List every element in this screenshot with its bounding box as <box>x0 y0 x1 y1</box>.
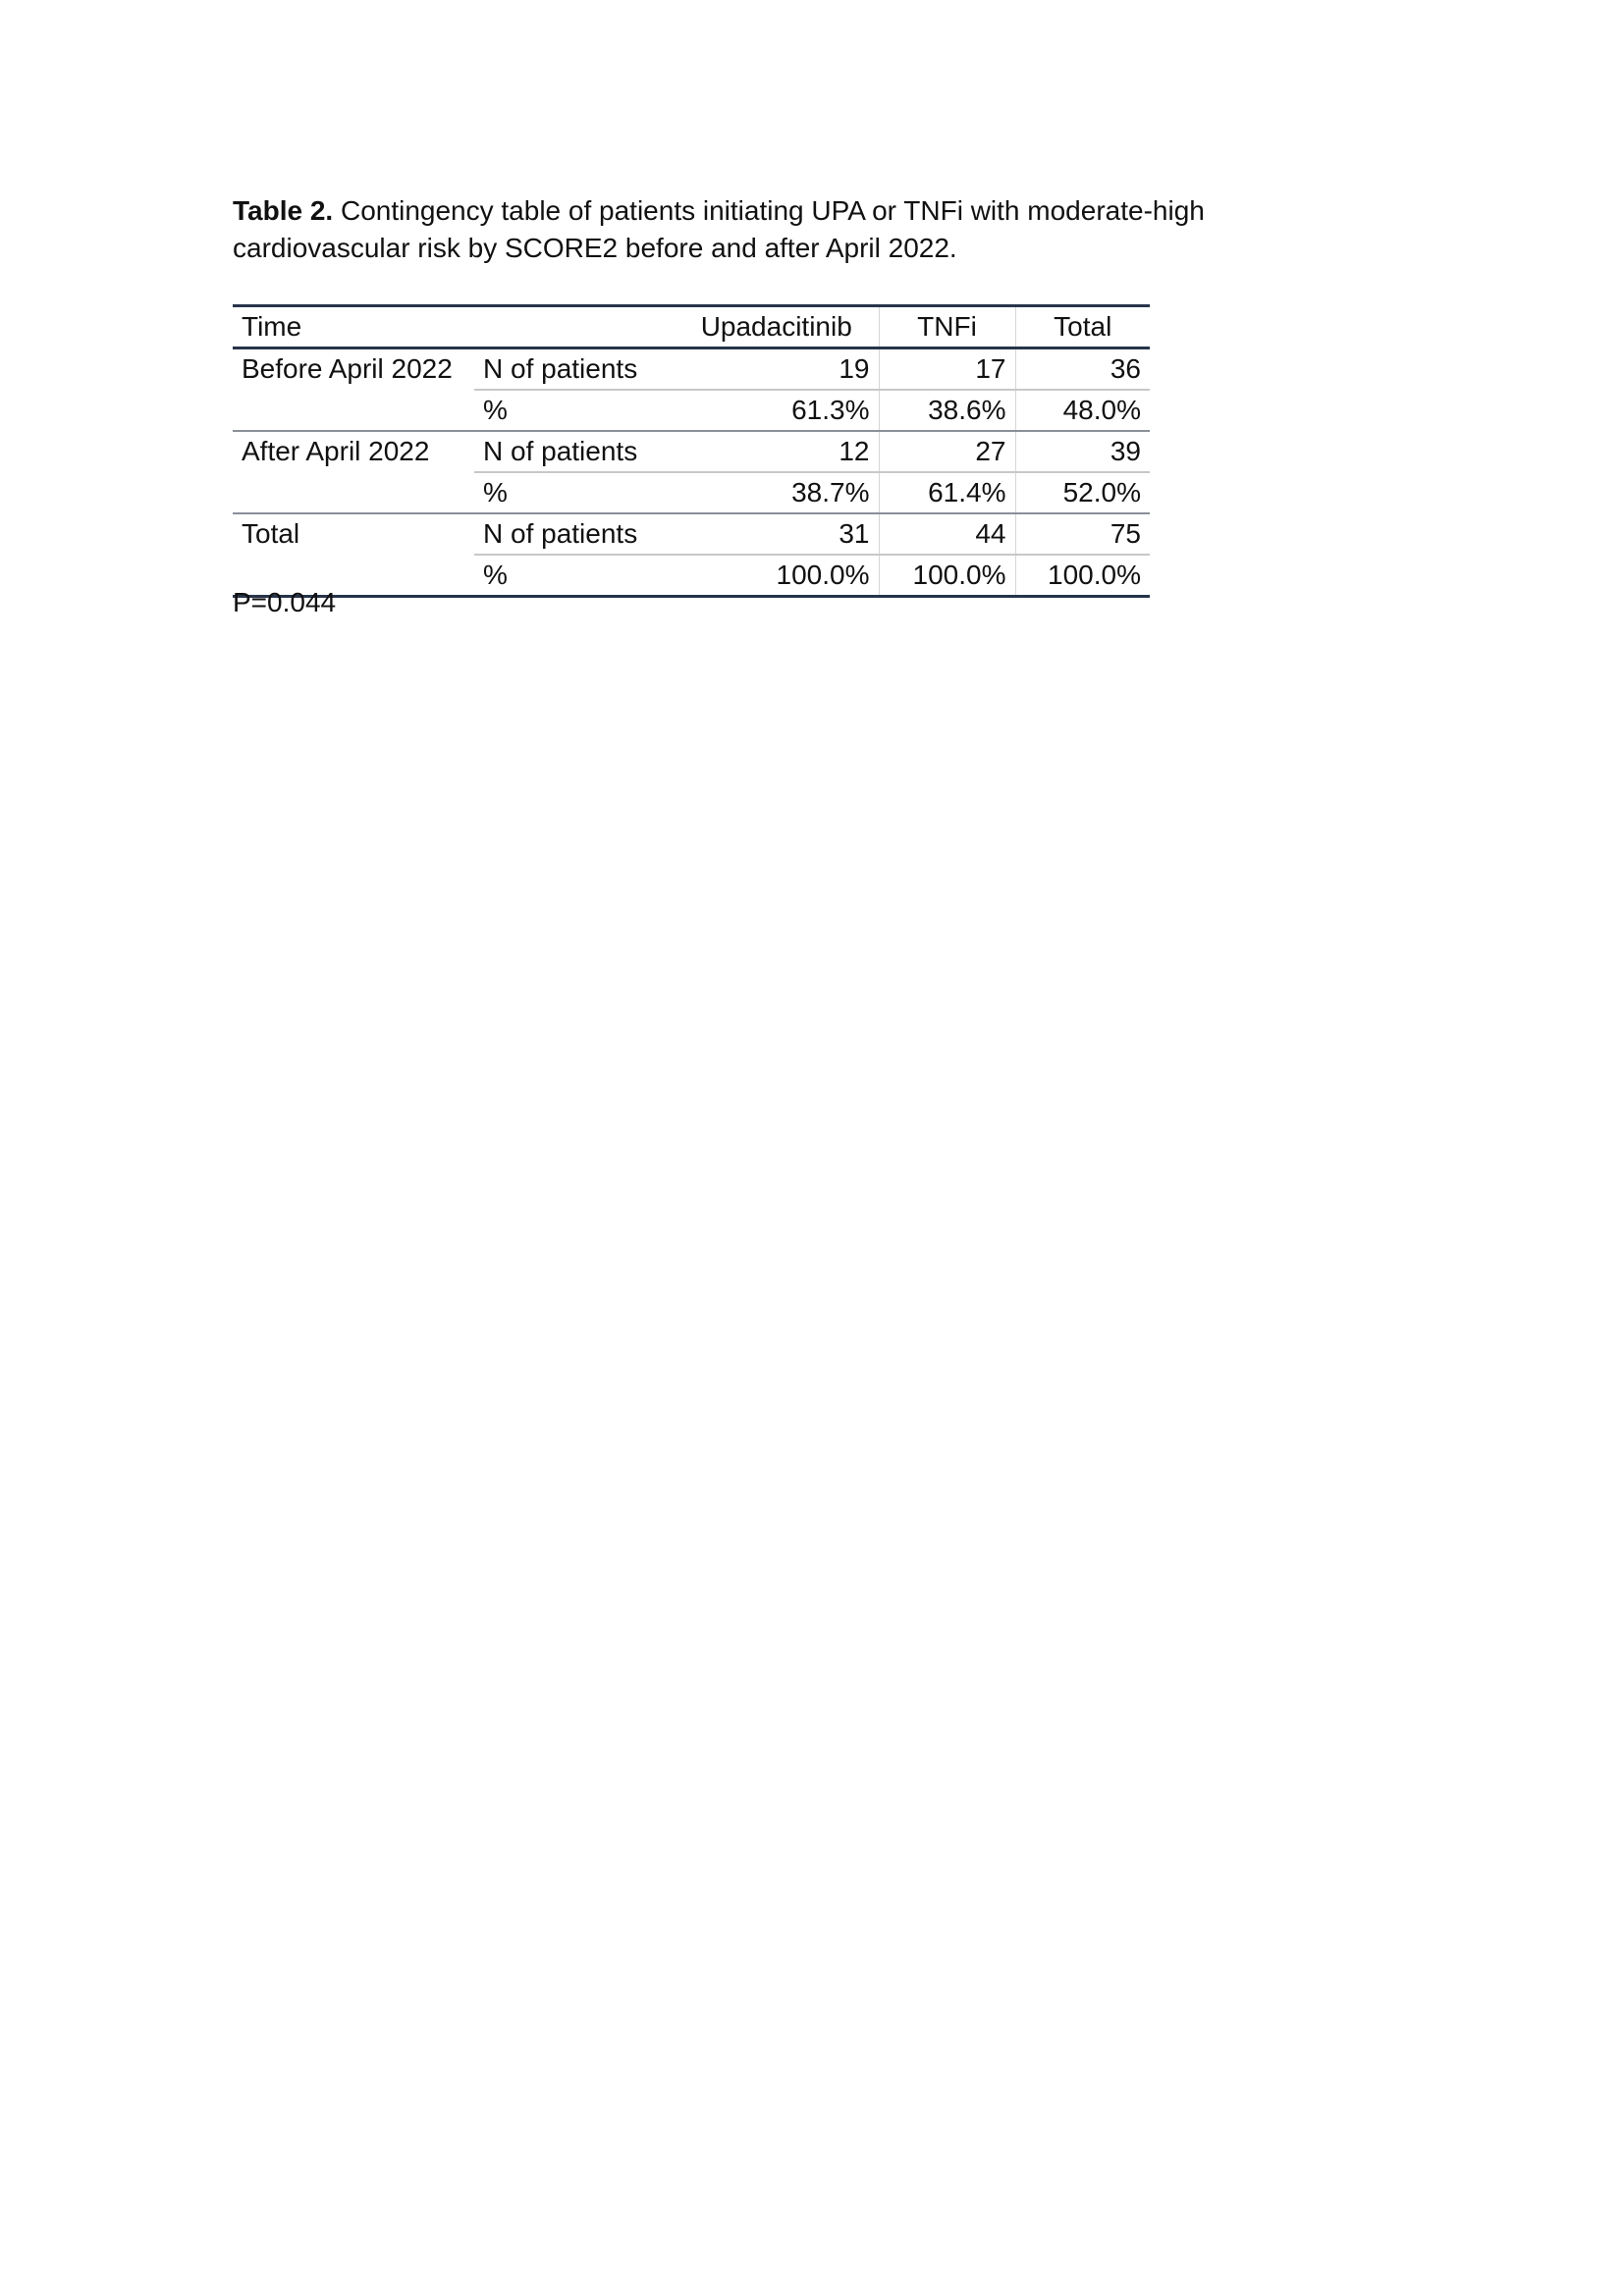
cell-tnfi: 27 <box>879 431 1015 472</box>
cell-tnfi: 38.6% <box>879 390 1015 431</box>
cell-upadacitinib: 19 <box>675 348 879 391</box>
table-row <box>233 431 1150 472</box>
stat-label: N of patients <box>474 348 675 391</box>
table-row <box>233 348 1150 391</box>
cell-total: 100.0% <box>1015 555 1150 597</box>
caption-text: Contingency table of patients initiating UPA or TNFi with moderate-high cardiovascular risk by SCORE2 before and after April 2022. <box>233 195 1205 263</box>
header-upadacitinib: Upadacitinib <box>675 306 879 348</box>
header-tnfi: TNFi <box>879 306 1015 348</box>
cell-tnfi: 44 <box>879 513 1015 555</box>
cell-tnfi: 100.0% <box>879 555 1015 597</box>
group-label-after: After April 2022 <box>233 431 474 513</box>
stat-label: % <box>474 472 675 513</box>
header-time: Time <box>242 311 302 342</box>
cell-total: 75 <box>1015 513 1150 555</box>
stat-label: N of patients <box>474 513 675 555</box>
cell-upadacitinib: 38.7% <box>675 472 879 513</box>
caption-label: Table 2. <box>233 195 334 226</box>
p-value-footnote: P=0.044 <box>233 587 337 617</box>
cell-total: 48.0% <box>1015 390 1150 431</box>
stat-label: % <box>474 390 675 431</box>
cell-total: 36 <box>1015 348 1150 391</box>
cell-tnfi: 17 <box>879 348 1015 391</box>
cell-total: 52.0% <box>1015 472 1150 513</box>
table-caption <box>233 192 1293 267</box>
cell-upadacitinib: 31 <box>675 513 879 555</box>
cell-total: 39 <box>1015 431 1150 472</box>
group-label-total: Total <box>233 513 474 597</box>
cell-tnfi: 61.4% <box>879 472 1015 513</box>
header-total: Total <box>1054 311 1112 342</box>
header-stat <box>474 306 675 348</box>
group-label-before: Before April 2022 <box>233 348 474 432</box>
contingency-table-container <box>233 304 1150 598</box>
stat-label: N of patients <box>474 431 675 472</box>
stat-label: % <box>474 555 675 597</box>
contingency-table <box>233 304 1150 598</box>
cell-upadacitinib: 12 <box>675 431 879 472</box>
cell-upadacitinib: 61.3% <box>675 390 879 431</box>
table-header-row <box>233 306 1150 348</box>
cell-upadacitinib: 100.0% <box>675 555 879 597</box>
table-row <box>233 513 1150 555</box>
